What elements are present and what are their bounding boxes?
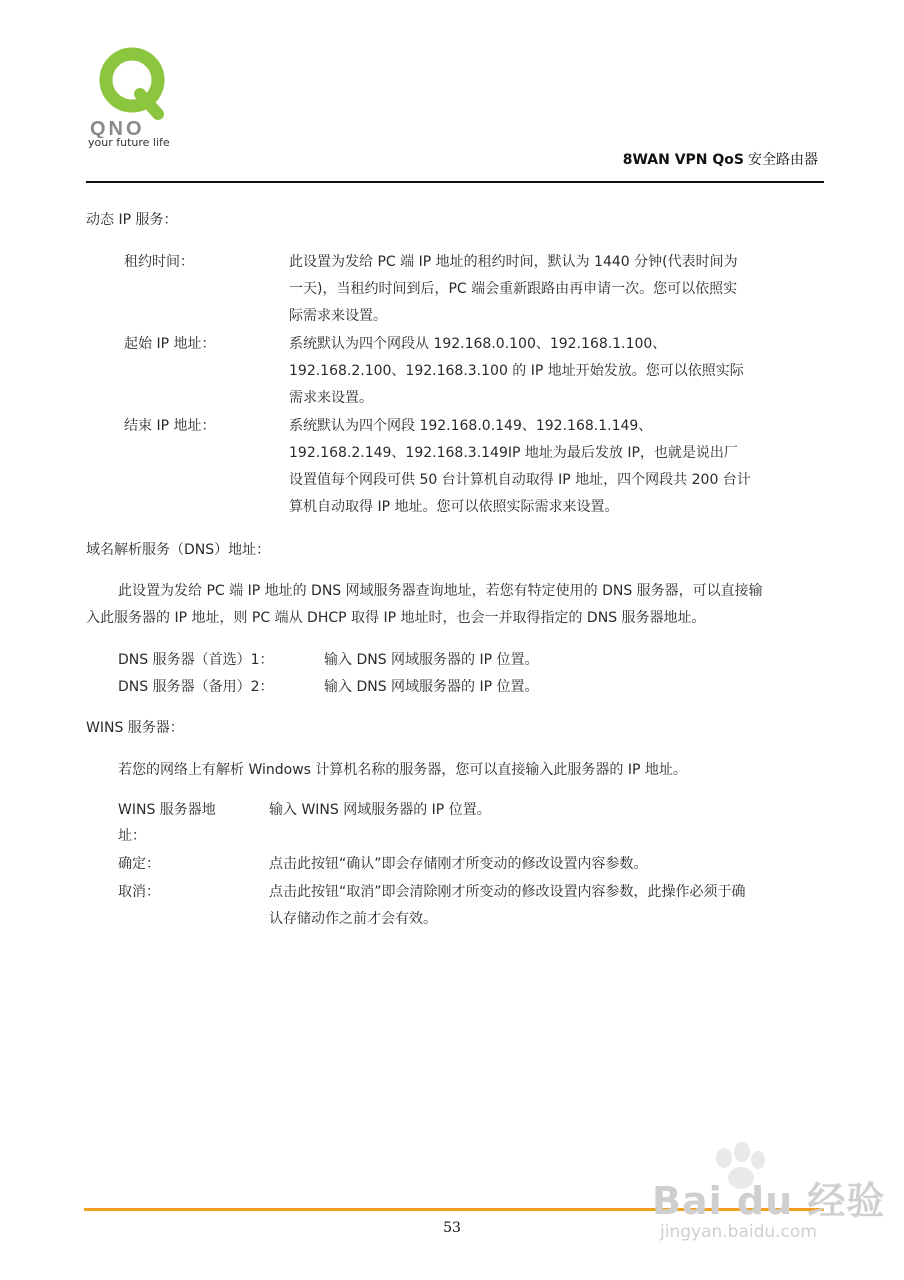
end-ip-label: 结束 IP 地址：: [124, 418, 216, 434]
start-ip-desc-3: 需求来设置。: [289, 390, 373, 406]
watermark-url: jingyan.baidu.com: [660, 1222, 817, 1242]
header-rule: [86, 181, 824, 183]
document-title-en: 8WAN VPN QoS: [622, 152, 744, 168]
wins-server-desc: 输入 WINS 网域服务器的 IP 位置。: [269, 802, 491, 818]
start-ip-label: 起始 IP 地址：: [124, 336, 216, 352]
dns-secondary-label: DNS 服务器（备用）2：: [118, 679, 274, 695]
wins-server-label-1: WINS 服务器地: [118, 802, 216, 818]
cancel-desc-1: 点击此按钮“取消”即会清除刚才所变动的修改设置内容参数，此操作必须于确: [269, 884, 746, 900]
ok-label: 确定：: [118, 856, 160, 872]
cancel-desc-2: 认存储动作之前才会有效。: [269, 911, 437, 927]
dns-primary-label: DNS 服务器（首选）1：: [118, 652, 274, 668]
end-ip-desc-2: 192.168.2.149、192.168.3.149IP 地址为最后发放 IP，也就是说出厂: [289, 445, 738, 461]
dns-paragraph-2: 入此服务器的 IP 地址，则 PC 端从 DHCP 取得 IP 地址时，也会一并取得指定的 DNS 服务器地址。: [86, 610, 706, 626]
end-ip-desc-3: 设置值每个网段可供 50 台计算机自动取得 IP 地址，四个网段共 200 台计: [289, 472, 751, 488]
dns-heading: 域名解析服务（DNS）地址：: [86, 542, 271, 558]
end-ip-desc-1: 系统默认为四个网段 192.168.0.149、192.168.1.149、: [289, 418, 653, 434]
wins-heading: WINS 服务器：: [86, 720, 184, 736]
start-ip-desc-1: 系统默认为四个网段从 192.168.0.100、192.168.1.100、: [289, 336, 667, 352]
watermark-brand: Bai du 经验: [652, 1179, 886, 1223]
page-number: 53: [443, 1220, 461, 1236]
document-title: [623, 149, 818, 169]
end-ip-desc-4: 算机自动取得 IP 地址。您可以依照实际需求来设置。: [289, 499, 619, 515]
logo-wordmark: QNO: [90, 118, 145, 138]
lease-time-desc-2: 一天)，当租约时间到后，PC 端会重新跟路由再申请一次。您可以依照实: [289, 281, 738, 297]
dns-primary-desc: 输入 DNS 网域服务器的 IP 位置。: [324, 652, 539, 668]
logo-tagline: your future life: [88, 136, 170, 149]
document-title-cn: 安全路由器: [748, 152, 818, 168]
cancel-label: 取消：: [118, 884, 160, 900]
dhcp-heading: 动态 IP 服务：: [86, 212, 178, 228]
start-ip-desc-2: 192.168.2.100、192.168.3.100 的 IP 地址开始发放。您可以依照实际: [289, 363, 744, 379]
lease-time-desc-1: 此设置为发给 PC 端 IP 地址的租约时间，默认为 1440 分钟(代表时间为: [289, 254, 738, 270]
wins-server-label-2: 址：: [118, 828, 146, 844]
lease-time-label: 租约时间：: [124, 254, 194, 270]
lease-time-desc-3: 际需求来设置。: [289, 308, 387, 324]
ok-desc: 点击此按钮“确认”即会存储刚才所变动的修改设置内容参数。: [269, 856, 648, 872]
dns-paragraph-1: 此设置为发给 PC 端 IP 地址的 DNS 网域服务器查询地址，若您有特定使用的 DNS 服务器，可以直接输: [118, 583, 763, 599]
wins-paragraph: 若您的网络上有解析 Windows 计算机名称的服务器，您可以直接输入此服务器的 IP 地址。: [118, 762, 687, 778]
dns-secondary-desc: 输入 DNS 网域服务器的 IP 位置。: [324, 679, 539, 695]
